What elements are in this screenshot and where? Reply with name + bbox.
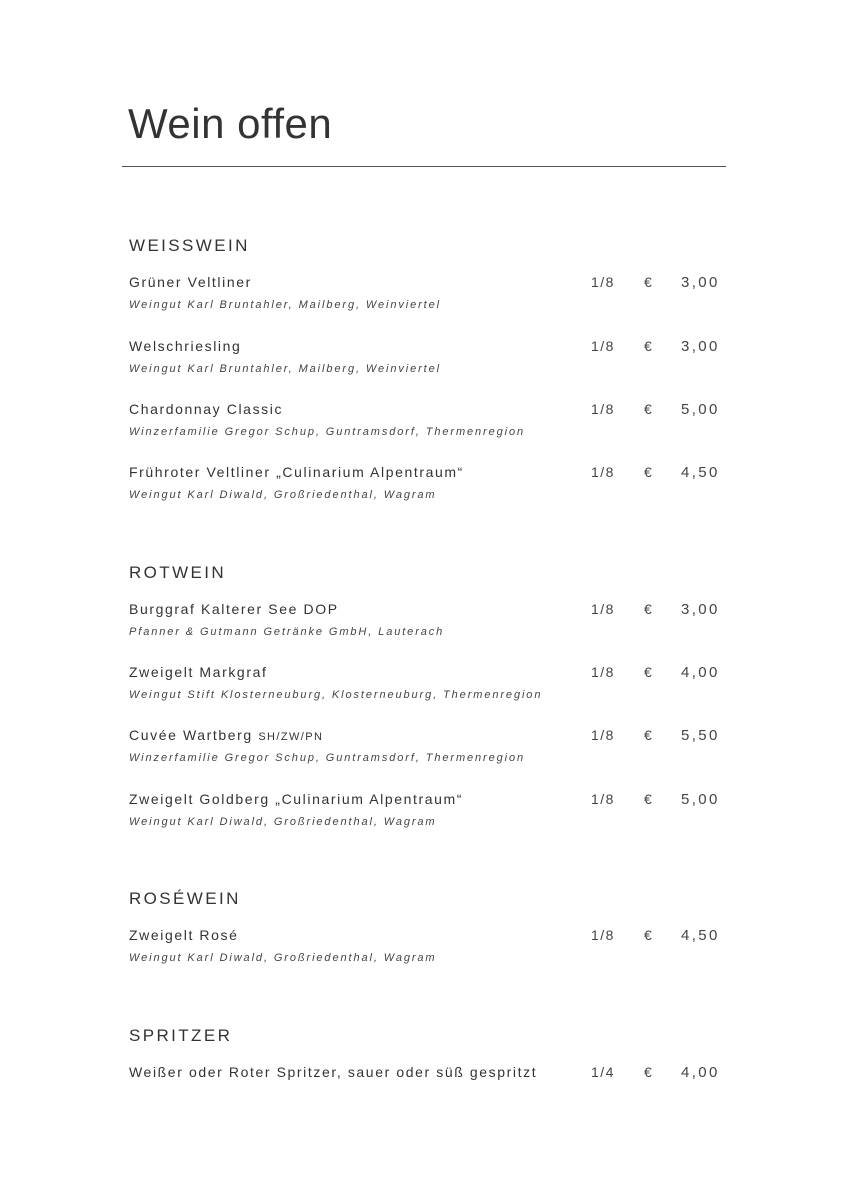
serving-size: 1/4 <box>591 1064 615 1080</box>
menu-item <box>129 927 729 967</box>
wine-name: Grüner Veltliner <box>129 274 252 290</box>
price: 4,50 <box>681 464 720 481</box>
currency-symbol: € <box>644 727 652 743</box>
wine-name: Zweigelt Markgraf <box>129 664 268 680</box>
currency-symbol: € <box>644 464 652 480</box>
wine-producer: Weingut Stift Klosterneuburg, Klosterneuburg, Thermenregion <box>129 689 543 701</box>
wine-producer: Winzerfamilie Gregor Schup, Guntramsdorf, Thermenregion <box>129 752 526 764</box>
currency-symbol: € <box>644 401 652 417</box>
serving-size: 1/8 <box>591 664 615 680</box>
menu-item <box>129 274 729 314</box>
wine-name: Burggraf Kalterer See DOP <box>129 601 339 617</box>
wine-producer: Weingut Karl Diwald, Großriedenthal, Wagram <box>129 952 437 964</box>
serving-size: 1/8 <box>591 274 615 290</box>
currency-symbol: € <box>644 927 652 943</box>
wine-name: Zweigelt Rosé <box>129 927 239 943</box>
page-title: Wein offen <box>128 100 333 147</box>
price: 4,50 <box>681 927 720 944</box>
menu-item <box>129 464 729 504</box>
serving-size: 1/8 <box>591 401 615 417</box>
wine-name: Chardonnay Classic <box>129 401 284 417</box>
currency-symbol: € <box>644 601 652 617</box>
serving-size: 1/8 <box>591 601 615 617</box>
section-title-rosewein: ROSÉWEIN <box>129 889 241 908</box>
wine-producer: Pfanner & Gutmann Getränke GmbH, Lauterach <box>129 626 445 638</box>
price: 4,00 <box>681 1064 720 1081</box>
section-title-rotwein: ROTWEIN <box>129 563 227 582</box>
wine-name: Frühroter Veltliner „Culinarium Alpentraum“ <box>129 464 464 480</box>
menu-item <box>129 1064 729 1104</box>
section-title-weisswein: WEISSWEIN <box>129 236 250 255</box>
wine-producer: Weingut Karl Bruntahler, Mailberg, Weinviertel <box>129 363 441 375</box>
wine-producer: Weingut Karl Diwald, Großriedenthal, Wagram <box>129 489 437 501</box>
wine-producer: Weingut Karl Bruntahler, Mailberg, Weinviertel <box>129 299 441 311</box>
serving-size: 1/8 <box>591 338 615 354</box>
currency-symbol: € <box>644 791 652 807</box>
price: 5,00 <box>681 401 720 418</box>
currency-symbol: € <box>644 338 652 354</box>
grape-varieties: SH/ZW/PN <box>258 731 324 743</box>
wine-name-main: Cuvée Wartberg <box>129 727 253 743</box>
currency-symbol: € <box>644 274 652 290</box>
menu-item <box>129 338 729 378</box>
price: 3,00 <box>681 338 720 355</box>
price: 3,00 <box>681 601 720 618</box>
price: 5,50 <box>681 727 720 744</box>
wine-name: Zweigelt Goldberg „Culinarium Alpentraum“ <box>129 791 464 807</box>
price: 3,00 <box>681 274 720 291</box>
wine-name <box>129 727 323 743</box>
currency-symbol: € <box>644 664 652 680</box>
price: 4,00 <box>681 664 720 681</box>
menu-item <box>129 727 729 767</box>
section-title-spritzer: SPRITZER <box>129 1026 233 1045</box>
wine-name: Weißer oder Roter Spritzer, sauer oder süß gespritzt <box>129 1064 538 1080</box>
wine-producer: Weingut Karl Diwald, Großriedenthal, Wagram <box>129 816 437 828</box>
serving-size: 1/8 <box>591 464 615 480</box>
currency-symbol: € <box>644 1064 652 1080</box>
menu-item <box>129 791 729 831</box>
serving-size: 1/8 <box>591 927 615 943</box>
menu-item <box>129 664 729 704</box>
menu-item <box>129 601 729 641</box>
price: 5,00 <box>681 791 720 808</box>
menu-item <box>129 401 729 441</box>
wine-name: Welschriesling <box>129 338 242 354</box>
serving-size: 1/8 <box>591 791 615 807</box>
title-divider <box>122 166 726 167</box>
serving-size: 1/8 <box>591 727 615 743</box>
wine-producer: Winzerfamilie Gregor Schup, Guntramsdorf, Thermenregion <box>129 426 526 438</box>
